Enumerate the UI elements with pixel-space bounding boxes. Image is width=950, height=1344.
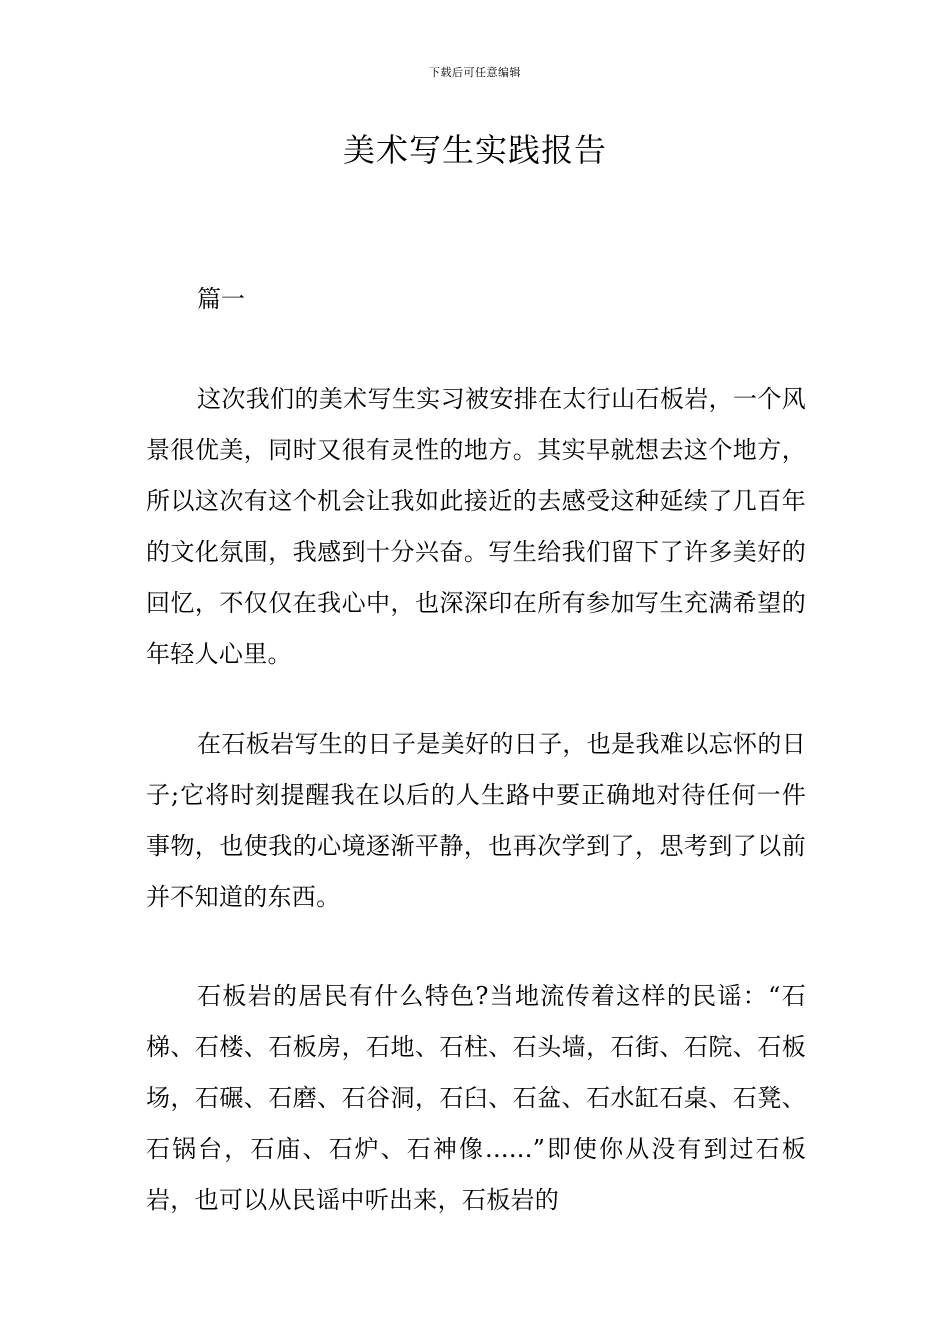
paragraph-2: 在石板岩写生的日子是美好的日子，也是我难以忘怀的日子;它将时刻提醒我在以后的人生路中要正确地对待任何一件事物，也使我的心境逐渐平静，也再次学到了，思考到了以前并不知道的东西。 (146, 730, 806, 911)
paragraph-3: 石板岩的居民有什么特色?当地流传着这样的民谣：“石梯、石楼、石板房，石地、石柱、石头墙，石街、石院、石板场，石碾、石磨、石谷洞，石臼、石盆、石水缸石桌、石凳、石锅台，石庙、石炉、石神像......”即使你从没有到过石板岩，也可以从民谣中听出来，石板岩的 (146, 982, 806, 1214)
page-header-note: 下载后可任意编辑 (429, 66, 521, 79)
paragraph-1: 这次我们的美术写生实习被安排在太行山石板岩，一个风景很优美，同时又很有灵性的地方。其实早就想去这个地方，所以这次有这个机会让我如此接近的去感受这种延续了几百年的文化氛围，我感到十分兴奋。写生给我们留下了许多美好的回忆，不仅仅在我心中，也深深印在所有参加写生充满希望的年轻人心里。 (146, 385, 806, 668)
section-heading: 篇一 (197, 285, 245, 313)
document-title: 美术写生实践报告 (342, 131, 607, 169)
